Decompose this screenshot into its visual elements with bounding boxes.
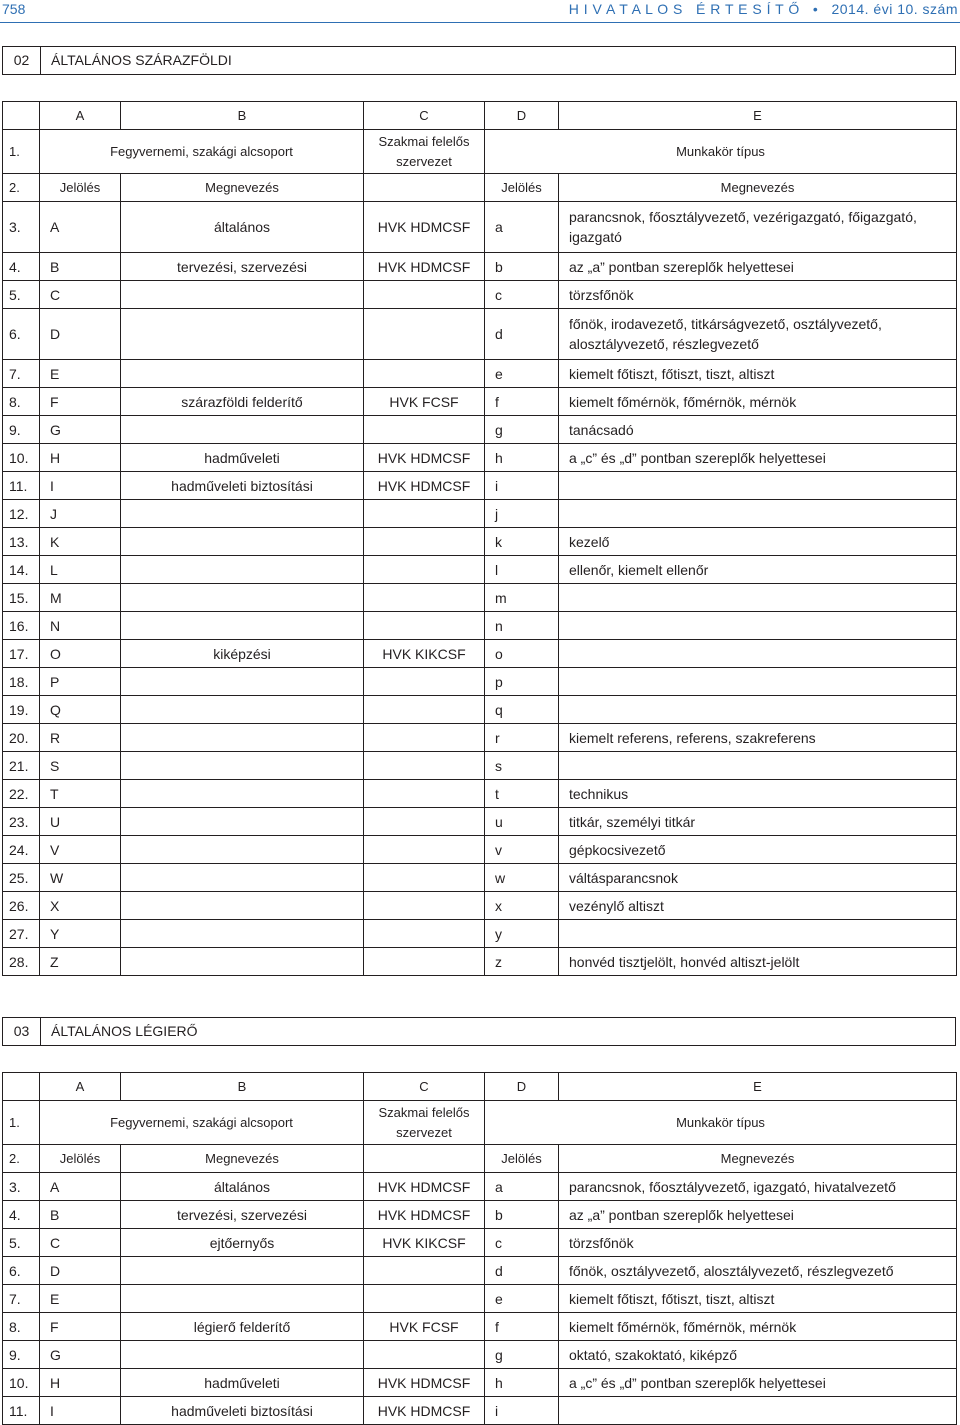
row-number: 10. (3, 1369, 40, 1397)
responsible-org: HVK HDMCSF (364, 472, 485, 500)
table-row (3, 864, 957, 892)
job-type-name: a „c” és „d” pontban szereplők helyettesei (559, 444, 957, 472)
subgroup-name (121, 808, 364, 836)
table-row (3, 836, 957, 864)
job-type-code: r (485, 724, 559, 752)
row-number: 21. (3, 752, 40, 780)
subheader-code: Jelölés (40, 174, 121, 202)
job-type-name: tanácsadó (559, 416, 957, 444)
subgroup-name: légierő felderítő (121, 1313, 364, 1341)
subheader-empty (364, 174, 485, 202)
header-subgroup: Fegyvernemi, szakági alcsoport (40, 130, 364, 174)
subgroup-code: D (40, 309, 121, 360)
subgroup-name (121, 864, 364, 892)
table-row (3, 416, 957, 444)
subgroup-name (121, 836, 364, 864)
subgroup-name (121, 892, 364, 920)
responsible-org: HVK HDMCSF (364, 1173, 485, 1201)
subgroup-name (121, 752, 364, 780)
subgroup-code: H (40, 444, 121, 472)
responsible-org (364, 836, 485, 864)
subgroup-code: M (40, 584, 121, 612)
subheader-code: Jelölés (485, 174, 559, 202)
table-row (3, 388, 957, 416)
section-title-03 (2, 1017, 956, 1046)
job-type-name: kiemelt főtiszt, főtiszt, tiszt, altiszt (559, 360, 957, 388)
responsible-org (364, 528, 485, 556)
job-type-name: kezelő (559, 528, 957, 556)
job-type-code: e (485, 1285, 559, 1313)
job-type-code: k (485, 528, 559, 556)
column-letters-row (3, 1073, 957, 1101)
subgroup-code: F (40, 1313, 121, 1341)
table-row (3, 612, 957, 640)
subgroup-code: O (40, 640, 121, 668)
table-row (3, 202, 957, 253)
job-type-name: főnök, osztályvezető, alosztályvezető, részlegvezető (559, 1257, 957, 1285)
job-type-code: p (485, 668, 559, 696)
subheader-code: Jelölés (485, 1145, 559, 1173)
job-type-code: g (485, 416, 559, 444)
header-responsible-org: Szakmai felelős szervezet (364, 1101, 485, 1145)
subgroup-code: Z (40, 948, 121, 976)
row-number: 17. (3, 640, 40, 668)
subgroup-name: szárazföldi felderítő (121, 388, 364, 416)
row-number: 15. (3, 584, 40, 612)
table-row (3, 920, 957, 948)
job-type-code: w (485, 864, 559, 892)
job-type-name: főnök, irodavezető, titkárságvezető, osztályvezető, alosztályvezető, részlegvezető (559, 309, 957, 360)
subgroup-code: E (40, 1285, 121, 1313)
table-row (3, 584, 957, 612)
job-type-name: honvéd tisztjelölt, honvéd altiszt-jelölt (559, 948, 957, 976)
subgroup-code: V (40, 836, 121, 864)
job-type-name: parancsnok, főosztályvezető, igazgató, hivatalvezető (559, 1173, 957, 1201)
subgroup-name (121, 500, 364, 528)
subgroup-name: hadműveleti biztosítási (121, 472, 364, 500)
job-type-name: kiemelt főmérnök, főmérnök, mérnök (559, 388, 957, 416)
subgroup-code: Y (40, 920, 121, 948)
job-type-code: s (485, 752, 559, 780)
subgroup-code: B (40, 253, 121, 281)
row-number: 28. (3, 948, 40, 976)
responsible-org (364, 724, 485, 752)
row-number: 25. (3, 864, 40, 892)
job-type-name: ellenőr, kiemelt ellenőr (559, 556, 957, 584)
table-row (3, 696, 957, 724)
table-row (3, 724, 957, 752)
table-row (3, 281, 957, 309)
row-number: 3. (3, 1173, 40, 1201)
job-type-code: l (485, 556, 559, 584)
row-number: 14. (3, 556, 40, 584)
row-number: 9. (3, 1341, 40, 1369)
job-type-code: d (485, 1257, 559, 1285)
job-type-name (559, 640, 957, 668)
subgroup-code: C (40, 281, 121, 309)
row-number: 6. (3, 309, 40, 360)
header-row (3, 130, 957, 174)
table-row (3, 1201, 957, 1229)
subgroup-code: I (40, 472, 121, 500)
row-number: 4. (3, 253, 40, 281)
job-type-name: kiemelt főmérnök, főmérnök, mérnök (559, 1313, 957, 1341)
job-type-code: t (485, 780, 559, 808)
table-row (3, 780, 957, 808)
column-letters-row (3, 102, 957, 130)
row-number: 2. (3, 1145, 40, 1173)
job-type-code: h (485, 444, 559, 472)
responsible-org (364, 416, 485, 444)
responsible-org (364, 892, 485, 920)
job-type-name: gépkocsivezető (559, 836, 957, 864)
responsible-org: HVK HDMCSF (364, 1369, 485, 1397)
subgroup-code: B (40, 1201, 121, 1229)
job-type-code: v (485, 836, 559, 864)
table-row (3, 1285, 957, 1313)
subheader-code: Jelölés (40, 1145, 121, 1173)
row-number: 9. (3, 416, 40, 444)
row-number: 18. (3, 668, 40, 696)
subgroup-code: C (40, 1229, 121, 1257)
job-type-code: c (485, 281, 559, 309)
subgroup-name (121, 920, 364, 948)
running-title: H I V A T A L O S É R T E S Í T Ő • 2014. évi 10. szám (568, 1, 958, 17)
job-type-name: titkár, személyi titkár (559, 808, 957, 836)
row-number: 5. (3, 281, 40, 309)
row-number: 8. (3, 1313, 40, 1341)
column-letter: E (559, 102, 957, 130)
job-type-code: i (485, 1397, 559, 1425)
subgroup-code: T (40, 780, 121, 808)
column-letter: C (364, 1073, 485, 1101)
table-row (3, 1369, 957, 1397)
job-type-name (559, 584, 957, 612)
responsible-org (364, 948, 485, 976)
subgroup-code: Q (40, 696, 121, 724)
job-type-name: az „a” pontban szereplők helyettesei (559, 1201, 957, 1229)
page-number: 758 (2, 1, 26, 17)
job-type-code: z (485, 948, 559, 976)
job-type-name: parancsnok, főosztályvezető, vezérigazgató, főigazgató, igazgató (559, 202, 957, 253)
subgroup-code: G (40, 416, 121, 444)
job-type-code: h (485, 1369, 559, 1397)
job-type-code: d (485, 309, 559, 360)
table-row (3, 528, 957, 556)
subgroup-name: hadműveleti (121, 1369, 364, 1397)
subgroup-name: tervezési, szervezési (121, 253, 364, 281)
subgroup-code: U (40, 808, 121, 836)
job-type-code: q (485, 696, 559, 724)
subgroup-name (121, 724, 364, 752)
page-header (0, 0, 960, 22)
header-subgroup: Fegyvernemi, szakági alcsoport (40, 1101, 364, 1145)
column-letter: C (364, 102, 485, 130)
subheader-row (3, 174, 957, 202)
row-number: 4. (3, 1201, 40, 1229)
responsible-org (364, 696, 485, 724)
job-type-name (559, 612, 957, 640)
subheader-name: Megnevezés (121, 1145, 364, 1173)
subgroup-name (121, 1341, 364, 1369)
table-row (3, 1173, 957, 1201)
subgroup-code: X (40, 892, 121, 920)
subgroup-code: D (40, 1257, 121, 1285)
table-row (3, 472, 957, 500)
job-type-code: o (485, 640, 559, 668)
job-type-code: m (485, 584, 559, 612)
responsible-org: HVK KIKCSF (364, 1229, 485, 1257)
subgroup-code: S (40, 752, 121, 780)
responsible-org (364, 584, 485, 612)
responsible-org: HVK HDMCSF (364, 444, 485, 472)
section-name: ÁLTALÁNOS SZÁRAZFÖLDI (51, 52, 232, 68)
responsible-org (364, 864, 485, 892)
column-letter: E (559, 1073, 957, 1101)
row-number: 19. (3, 696, 40, 724)
subgroup-code: H (40, 1369, 121, 1397)
column-letter: B (121, 1073, 364, 1101)
section-number: 02 (3, 47, 41, 74)
job-type-name: kiemelt referens, referens, szakreferens (559, 724, 957, 752)
subgroup-code: P (40, 668, 121, 696)
job-type-code: e (485, 360, 559, 388)
subgroup-code: A (40, 1173, 121, 1201)
subheader-name: Megnevezés (559, 1145, 957, 1173)
job-type-name: a „c” és „d” pontban szereplők helyettesei (559, 1369, 957, 1397)
job-type-name: vezénylő altiszt (559, 892, 957, 920)
job-type-code: x (485, 892, 559, 920)
subgroup-code: K (40, 528, 121, 556)
responsible-org: HVK HDMCSF (364, 202, 485, 253)
subgroup-code: J (40, 500, 121, 528)
row-number: 8. (3, 388, 40, 416)
column-letter: D (485, 102, 559, 130)
corner-cell (3, 1073, 40, 1101)
responsible-org (364, 556, 485, 584)
column-letter: D (485, 1073, 559, 1101)
job-type-name (559, 668, 957, 696)
row-number: 7. (3, 360, 40, 388)
subgroup-name (121, 696, 364, 724)
subgroup-name: ejtőernyős (121, 1229, 364, 1257)
table-row (3, 556, 957, 584)
job-type-code: j (485, 500, 559, 528)
subgroup-name (121, 780, 364, 808)
row-number: 2. (3, 174, 40, 202)
subgroup-code: G (40, 1341, 121, 1369)
row-number: 22. (3, 780, 40, 808)
table-row (3, 309, 957, 360)
table-row (3, 1341, 957, 1369)
subgroup-name (121, 948, 364, 976)
responsible-org: HVK HDMCSF (364, 1201, 485, 1229)
subheader-name: Megnevezés (121, 174, 364, 202)
job-type-code: a (485, 202, 559, 253)
subgroup-code: R (40, 724, 121, 752)
job-type-name: váltásparancsnok (559, 864, 957, 892)
job-type-code: y (485, 920, 559, 948)
job-type-name: oktató, szakoktató, kiképző (559, 1341, 957, 1369)
corner-cell (3, 102, 40, 130)
column-letter: A (40, 102, 121, 130)
row-number: 16. (3, 612, 40, 640)
subgroup-code: W (40, 864, 121, 892)
job-type-name (559, 1397, 957, 1425)
responsible-org: HVK HDMCSF (364, 1397, 485, 1425)
column-letter: A (40, 1073, 121, 1101)
row-number: 11. (3, 1397, 40, 1425)
job-type-name: törzsfőnök (559, 281, 957, 309)
table-row (3, 253, 957, 281)
responsible-org: HVK KIKCSF (364, 640, 485, 668)
table-row (3, 1397, 957, 1425)
job-type-code: f (485, 388, 559, 416)
responsible-org (364, 309, 485, 360)
row-number: 10. (3, 444, 40, 472)
subheader-name: Megnevezés (559, 174, 957, 202)
column-letter: B (121, 102, 364, 130)
row-number: 27. (3, 920, 40, 948)
table-row (3, 360, 957, 388)
responsible-org (364, 780, 485, 808)
subgroup-name (121, 584, 364, 612)
row-number: 12. (3, 500, 40, 528)
job-type-name: törzsfőnök (559, 1229, 957, 1257)
section-name: ÁLTALÁNOS LÉGIERŐ (51, 1023, 198, 1039)
responsible-org (364, 808, 485, 836)
table-section-03 (2, 1072, 957, 1425)
row-number: 13. (3, 528, 40, 556)
table-row (3, 444, 957, 472)
job-type-name (559, 920, 957, 948)
subgroup-name: általános (121, 202, 364, 253)
row-number: 1. (3, 130, 40, 174)
subgroup-name (121, 556, 364, 584)
responsible-org (364, 1341, 485, 1369)
subgroup-name: hadműveleti (121, 444, 364, 472)
header-job-type: Munkakör típus (485, 130, 957, 174)
job-type-code: i (485, 472, 559, 500)
table-row (3, 1313, 957, 1341)
subgroup-name (121, 309, 364, 360)
job-type-name (559, 472, 957, 500)
job-type-code: f (485, 1313, 559, 1341)
header-responsible-org: Szakmai felelős szervezet (364, 130, 485, 174)
table-row (3, 752, 957, 780)
responsible-org (364, 281, 485, 309)
header-job-type: Munkakör típus (485, 1101, 957, 1145)
row-number: 23. (3, 808, 40, 836)
responsible-org: HVK FCSF (364, 1313, 485, 1341)
subgroup-name (121, 528, 364, 556)
row-number: 6. (3, 1257, 40, 1285)
row-number: 20. (3, 724, 40, 752)
row-number: 7. (3, 1285, 40, 1313)
subgroup-code: F (40, 388, 121, 416)
subgroup-code: I (40, 1397, 121, 1425)
subgroup-name (121, 1257, 364, 1285)
job-type-name (559, 500, 957, 528)
subgroup-name (121, 360, 364, 388)
subgroup-code: A (40, 202, 121, 253)
job-type-code: g (485, 1341, 559, 1369)
row-number: 11. (3, 472, 40, 500)
table-section-02 (2, 101, 957, 976)
row-number: 5. (3, 1229, 40, 1257)
table-row (3, 1257, 957, 1285)
subgroup-name (121, 281, 364, 309)
responsible-org (364, 360, 485, 388)
row-number: 26. (3, 892, 40, 920)
subgroup-code: E (40, 360, 121, 388)
table-row (3, 948, 957, 976)
responsible-org (364, 612, 485, 640)
job-type-code: n (485, 612, 559, 640)
header-row (3, 1101, 957, 1145)
header-rule (0, 22, 960, 23)
responsible-org (364, 752, 485, 780)
subgroup-name (121, 612, 364, 640)
job-type-code: b (485, 1201, 559, 1229)
subgroup-name: kiképzési (121, 640, 364, 668)
responsible-org (364, 920, 485, 948)
responsible-org (364, 668, 485, 696)
job-type-code: u (485, 808, 559, 836)
subgroup-code: N (40, 612, 121, 640)
section-number: 03 (3, 1018, 41, 1045)
job-type-name: technikus (559, 780, 957, 808)
job-type-name: kiemelt főtiszt, főtiszt, tiszt, altiszt (559, 1285, 957, 1313)
section-title-02 (2, 46, 956, 75)
responsible-org (364, 1285, 485, 1313)
subgroup-name (121, 668, 364, 696)
table-row (3, 640, 957, 668)
responsible-org (364, 500, 485, 528)
table-row (3, 808, 957, 836)
job-type-name (559, 696, 957, 724)
table-row (3, 668, 957, 696)
subgroup-name (121, 1285, 364, 1313)
responsible-org (364, 1257, 485, 1285)
job-type-code: b (485, 253, 559, 281)
responsible-org: HVK HDMCSF (364, 253, 485, 281)
subgroup-name (121, 416, 364, 444)
table-row (3, 892, 957, 920)
subgroup-name: hadműveleti biztosítási (121, 1397, 364, 1425)
job-type-name: az „a” pontban szereplők helyettesei (559, 253, 957, 281)
table-row (3, 1229, 957, 1257)
row-number: 1. (3, 1101, 40, 1145)
subheader-empty (364, 1145, 485, 1173)
job-type-code: a (485, 1173, 559, 1201)
row-number: 3. (3, 202, 40, 253)
subgroup-name: általános (121, 1173, 364, 1201)
table-row (3, 500, 957, 528)
subgroup-name: tervezési, szervezési (121, 1201, 364, 1229)
job-type-name (559, 752, 957, 780)
responsible-org: HVK FCSF (364, 388, 485, 416)
job-type-code: c (485, 1229, 559, 1257)
subheader-row (3, 1145, 957, 1173)
subgroup-code: L (40, 556, 121, 584)
row-number: 24. (3, 836, 40, 864)
